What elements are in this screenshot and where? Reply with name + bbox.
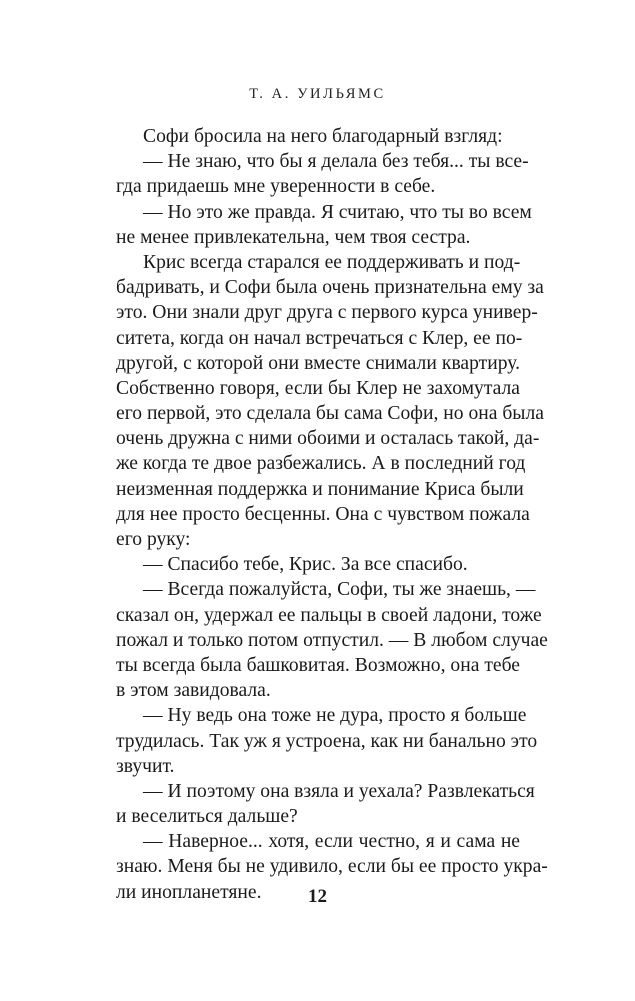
text-line: звучит.: [116, 755, 175, 777]
text-line: гда придаешь мне уверенности в себе.: [116, 176, 436, 198]
text-line: знаю. Меня бы не удивило, если бы ее просто укра-: [116, 856, 548, 878]
text-line: это. Они знали друг друга с первого курса универ-: [116, 302, 538, 324]
text-line: другой, с которой они вместе снимали квартиру.: [116, 352, 520, 374]
text-line: в этом завидовала.: [116, 680, 271, 702]
text-line: — И поэтому она взяла и уехала? Развлекаться: [143, 780, 535, 802]
page-number: 12: [308, 886, 327, 907]
text-line: неизменная поддержка и понимание Криса были: [116, 478, 524, 500]
text-line: — Ну ведь она тоже не дура, просто я больше: [143, 705, 527, 727]
text-line: — Не знаю, что бы я делала без тебя... ты все-: [143, 151, 529, 173]
text-line: для нее просто бесценны. Она с чувством пожала: [116, 503, 530, 525]
text-line: Софи бросила на него благодарный взгляд:: [143, 126, 503, 147]
body-text: [116, 124, 548, 905]
text-line: его руку:: [116, 529, 191, 550]
text-line: ты всегда была башковитая. Возможно, она тебе: [116, 654, 520, 676]
text-line: — Спасибо тебе, Крис. За все спасибо.: [143, 554, 468, 576]
text-line: ли инопланетяне.: [116, 881, 262, 903]
text-line: не менее привлекательна, чем твоя сестра.: [116, 226, 471, 248]
text-line: очень дружна с ними обоими и осталась такой, да-: [116, 428, 540, 450]
text-line: трудилась. Так уж я устроена, как ни банально это: [116, 730, 538, 752]
text-line: и веселиться дальше?: [116, 806, 298, 828]
text-line: — Наверное... хотя, если честно, я и сама не: [143, 831, 520, 853]
text-line: бадривать, и Софи была очень признательна ему за: [116, 277, 544, 299]
text-line: же когда те двое разбежались. А в последний год: [116, 453, 526, 475]
text-line: — Но это же правда. Я считаю, что ты во всем: [143, 201, 532, 223]
text-line: пожал и только потом отпустил. — В любом случае: [116, 629, 548, 651]
text-line: Собственно говоря, если бы Клер не захомутала: [116, 377, 520, 399]
text-line: ситета, когда он начал встречаться с Клер, ее по-: [116, 327, 523, 349]
text-line: его первой, это сделала бы сама Софи, но она была: [116, 403, 544, 425]
running-head: Т. А. УИЛЬЯМС: [249, 86, 386, 102]
text-line: — Всегда пожалуйста, Софи, ты же знаешь, —: [143, 579, 536, 601]
text-line: Крис всегда старался ее поддерживать и под-: [143, 251, 521, 273]
text-line: сказал он, удержал ее пальцы в своей ладони, тоже: [116, 604, 542, 626]
